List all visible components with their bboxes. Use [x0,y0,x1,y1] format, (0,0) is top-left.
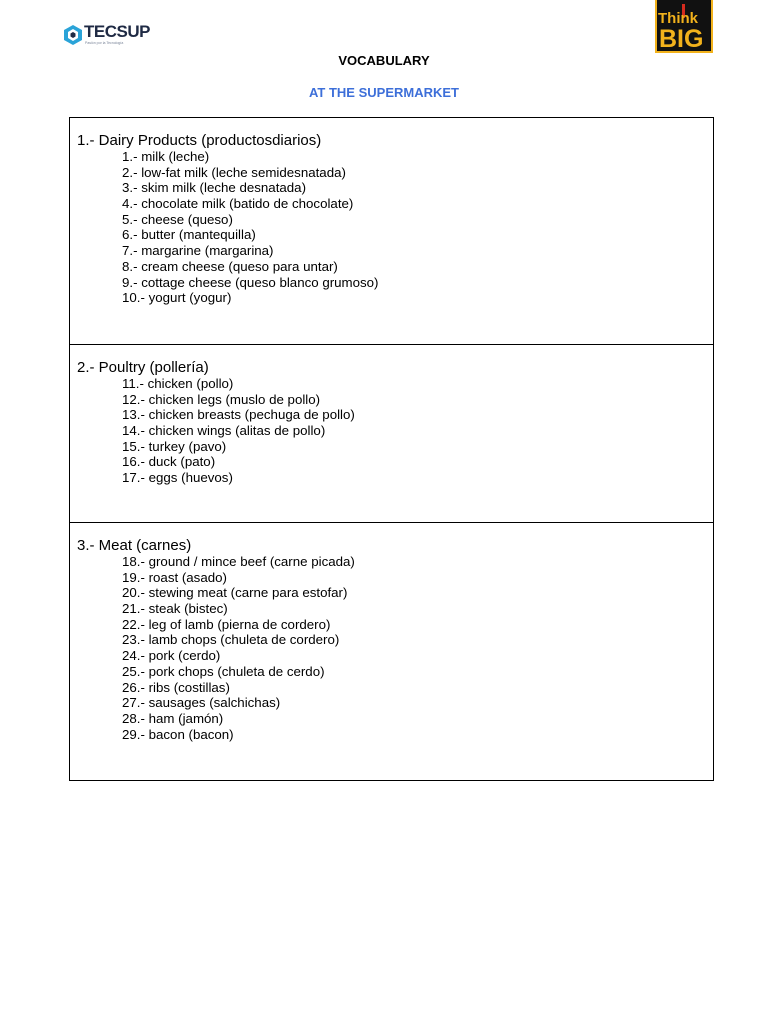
section-poultry [70,345,713,523]
list-item: 13.- chicken breasts (pechuga de pollo) [122,407,355,423]
list-item: 28.- ham (jamón) [122,710,224,726]
vocabulary-list [122,554,355,742]
vocabulary-list [122,149,379,306]
document-subtitle: AT THE SUPERMARKET [309,85,459,100]
list-item: 10.- yogurt (yogur) [122,290,232,306]
vocabulary-table [69,117,714,781]
list-item: 18.- ground / mince beef (carne picada) [122,554,355,569]
section-heading: 1.- Dairy Products (productosdiarios) [77,132,322,149]
list-item: 7.- margarine (margarina) [122,243,274,259]
tecsup-tagline: Pasión por la Tecnología [85,41,124,45]
list-item: 14.- chicken wings (alitas de pollo) [122,423,326,439]
list-item: 15.- turkey (pavo) [122,438,227,454]
list-item: 17.- eggs (huevos) [122,470,233,486]
list-item: 2.- low-fat milk (leche semidesnatada) [122,164,346,180]
tecsup-logo [62,22,162,48]
think-big-logo-graphic [655,0,713,53]
list-item: 5.- cheese (queso) [122,211,233,227]
list-item: 23.- lamb chops (chuleta de cordero) [122,632,340,648]
list-item: 1.- milk (leche) [122,149,210,164]
list-item: 26.- ribs (costillas) [122,679,230,695]
think-text: Think [658,10,698,27]
section-heading: 3.- Meat (carnes) [77,537,192,554]
list-item: 24.- pork (cerdo) [122,648,221,664]
tecsup-logo-icon [62,24,84,46]
list-item: 25.- pork chops (chuleta de cerdo) [122,663,325,679]
document-title: VOCABULARY [338,53,430,68]
list-item: 3.- skim milk (leche desnatada) [122,180,307,196]
list-item: 8.- cream cheese (queso para untar) [122,258,338,274]
list-item: 16.- duck (pato) [122,454,216,470]
list-item: 27.- sausages (salchichas) [122,695,281,711]
big-text: BIG [659,25,704,53]
list-item: 21.- steak (bistec) [122,601,228,617]
section-dairy-products [70,118,713,345]
tecsup-brand-text: TECSUP [84,22,150,41]
list-item: 20.- stewing meat (carne para estofar) [122,585,348,601]
think-big-logo [655,0,713,53]
list-item: 22.- leg of lamb (pierna de cordero) [122,616,331,632]
list-item: 19.- roast (asado) [122,569,227,585]
list-item: 4.- chocolate milk (batido de chocolate) [122,196,354,212]
list-item: 9.- cottage cheese (queso blanco grumoso) [122,274,379,290]
vocabulary-list [122,376,355,486]
list-item: 6.- butter (mantequilla) [122,227,256,243]
list-item: 29.- bacon (bacon) [122,726,234,742]
section-meat [70,523,713,781]
list-item: 12.- chicken legs (muslo de pollo) [122,391,321,407]
list-item: 11.- chicken (pollo) [122,376,234,391]
section-heading: 2.- Poultry (pollería) [77,359,209,376]
